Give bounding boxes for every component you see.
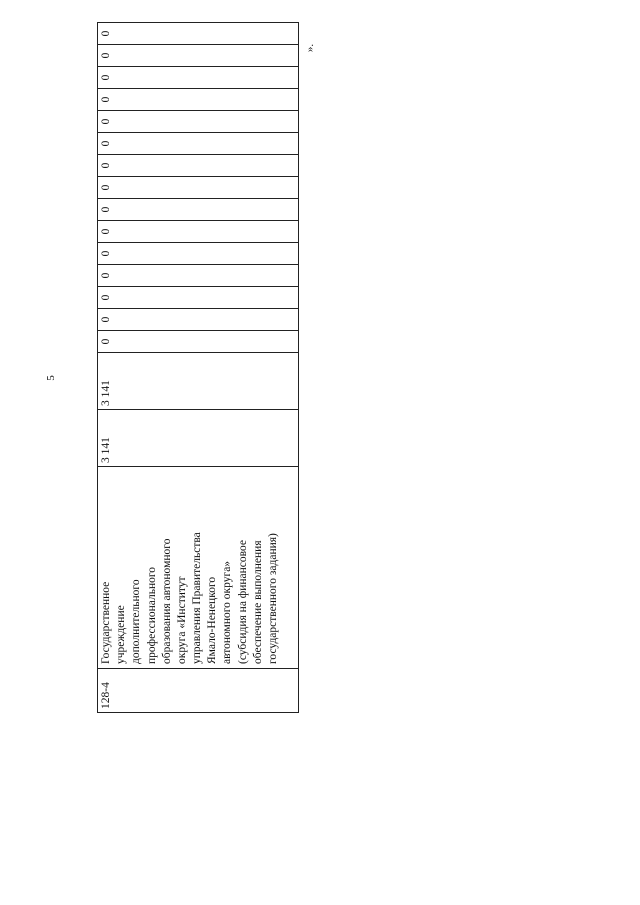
name-line: учреждение <box>115 605 128 664</box>
table-row <box>98 23 299 713</box>
page-number: 5 <box>45 375 57 381</box>
name-line: управления Правительства <box>191 532 204 664</box>
name-line: Государственное <box>100 581 112 664</box>
zero-cell: 0 <box>98 287 299 309</box>
table-rotation-frame <box>97 30 299 713</box>
zero-cell: 0 <box>98 111 299 133</box>
name-line: округа «Институт <box>175 576 188 664</box>
zero-cell: 0 <box>98 67 299 89</box>
name-line: государственного задания) <box>266 533 279 664</box>
institution-name-cell <box>98 467 299 669</box>
zero-cell: 0 <box>98 155 299 177</box>
row-code-cell: 128-4 <box>98 669 299 713</box>
name-line: образования автономного <box>160 538 173 664</box>
zero-cell: 0 <box>98 199 299 221</box>
name-line: Ямало-Ненецкого <box>206 576 219 664</box>
value-cell-2: 3 141 <box>98 353 299 410</box>
closing-quote-mark: ». <box>304 43 317 53</box>
zero-cell: 0 <box>98 89 299 111</box>
value-cell-1: 3 141 <box>98 410 299 467</box>
rotated-table-wrapper <box>97 30 299 713</box>
name-line: профессионального <box>145 566 158 664</box>
zero-cell: 0 <box>98 265 299 287</box>
name-line: автономного округа» <box>221 560 234 664</box>
zero-cell: 0 <box>98 45 299 67</box>
name-line: (субсидия на финансовое <box>236 539 249 664</box>
name-line: дополнительного <box>130 579 143 664</box>
budget-table <box>97 22 299 713</box>
name-line: обеспечение выполнения <box>251 540 264 664</box>
zero-cell: 0 <box>98 23 299 45</box>
zero-cell: 0 <box>98 133 299 155</box>
zero-cell: 0 <box>98 177 299 199</box>
zero-cell: 0 <box>98 331 299 353</box>
zero-cell: 0 <box>98 309 299 331</box>
zero-cell: 0 <box>98 243 299 265</box>
zero-cell: 0 <box>98 221 299 243</box>
